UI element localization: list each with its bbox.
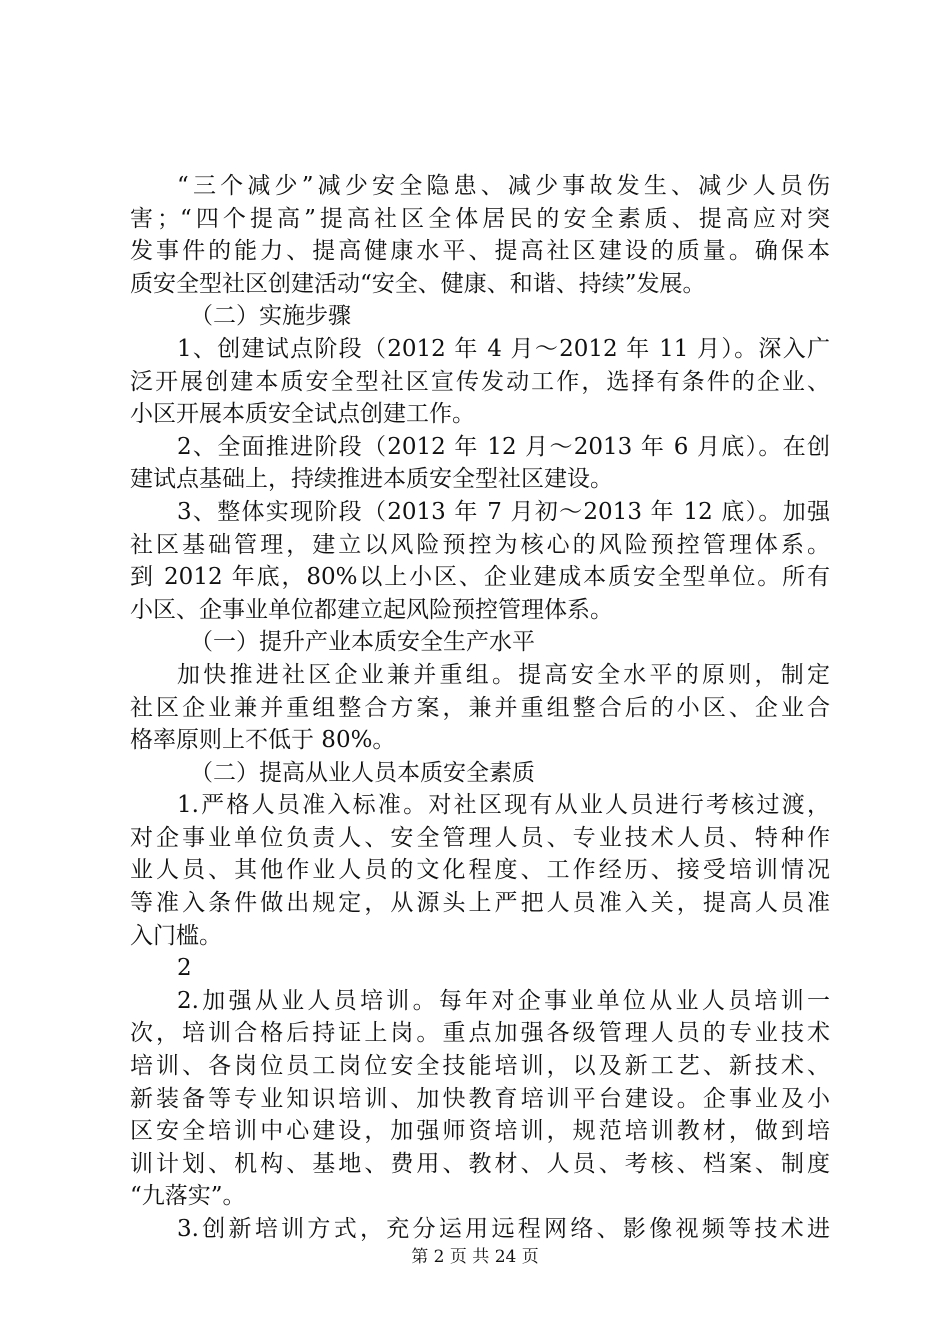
text-line: 发事件的能力、提高健康水平、提高社区建设的质量。确保本: [130, 238, 830, 265]
text-line: （二）提高从业人员本质安全素质: [190, 759, 535, 786]
text-line: 2、全面推进阶段（2012 年 12 月～2013 年 6 月底）。在创: [177, 433, 830, 460]
text-line: 泛开展创建本质安全型社区宣传发动工作，选择有条件的企业、: [130, 368, 830, 395]
page-footer: 第 2 页 共 24 页: [411, 1247, 539, 1267]
text-line: 到 2012 年底，80%以上小区、企业建成本质安全型单位。所有: [130, 564, 830, 591]
text-line: 入门槛。: [130, 922, 222, 949]
text-line: 次，培训合格后持证上岗。重点加强各级管理人员的专业技术: [130, 1020, 830, 1047]
text-line: 害；“四个提高”提高社区全体居民的安全素质、提高应对突: [130, 205, 830, 232]
text-line: “九落实”。: [130, 1183, 246, 1210]
text-line: 3.创新培训方式，充分运用远程网络、影像视频等技术进: [177, 1216, 830, 1242]
document-body: [130, 170, 830, 1246]
text-line: 社区基础管理，建立以风险预控为核心的风险预控管理体系。: [130, 531, 830, 558]
text-line: 培训、各岗位员工岗位安全技能培训，以及新工艺、新技术、: [130, 1053, 830, 1080]
text-line: 对企事业单位负责人、安全管理人员、专业技术人员、特种作: [130, 824, 830, 851]
text-line: 3、整体实现阶段（2013 年 7 月初～2013 年 12 底）。加强: [177, 498, 830, 525]
text-line: 1、创建试点阶段（2012 年 4 月～2012 年 11 月）。深入广: [177, 335, 830, 362]
text-line: 质安全型社区创建活动“安全、健康、和谐、持续”发展。: [130, 270, 706, 297]
text-line: 加快推进社区企业兼并重组。提高安全水平的原则，制定: [177, 661, 830, 688]
text-line: 建试点基础上，持续推进本质安全型社区建设。: [130, 466, 613, 493]
text-line: 2.加强从业人员培训。每年对企事业单位从业人员培训一: [177, 987, 830, 1014]
text-line: （二）实施步骤: [190, 303, 351, 330]
text-line: 社区企业兼并重组整合方案，兼并重组整合后的小区、企业合: [130, 694, 830, 721]
text-line: 区安全培训中心建设，加强师资培训，规范培训教材，做到培: [130, 1118, 830, 1145]
text-line: 小区、企事业单位都建立起风险预控管理体系。: [130, 596, 613, 623]
text-line: 1.严格人员准入标准。对社区现有从业人员进行考核过渡，: [177, 792, 830, 819]
text-line: 格率原则上不低于 80%。: [130, 727, 396, 754]
text-line: 新装备等专业知识培训、加快教育培训平台建设。企事业及小: [130, 1085, 830, 1112]
text-line: 等准入条件做出规定，从源头上严把人员准入关，提高人员准: [130, 890, 830, 917]
text-line: （一）提升产业本质安全生产水平: [190, 629, 535, 656]
text-line: 2: [177, 955, 192, 982]
text-line: 小区开展本质安全试点创建工作。: [130, 401, 475, 428]
text-line: “三个减少”减少安全隐患、减少事故发生、减少人员伤: [177, 173, 830, 199]
text-line: 业人员、其他作业人员的文化程度、工作经历、接受培训情况: [130, 857, 830, 884]
text-line: 训计划、机构、基地、费用、教材、人员、考核、档案、制度: [130, 1150, 830, 1177]
